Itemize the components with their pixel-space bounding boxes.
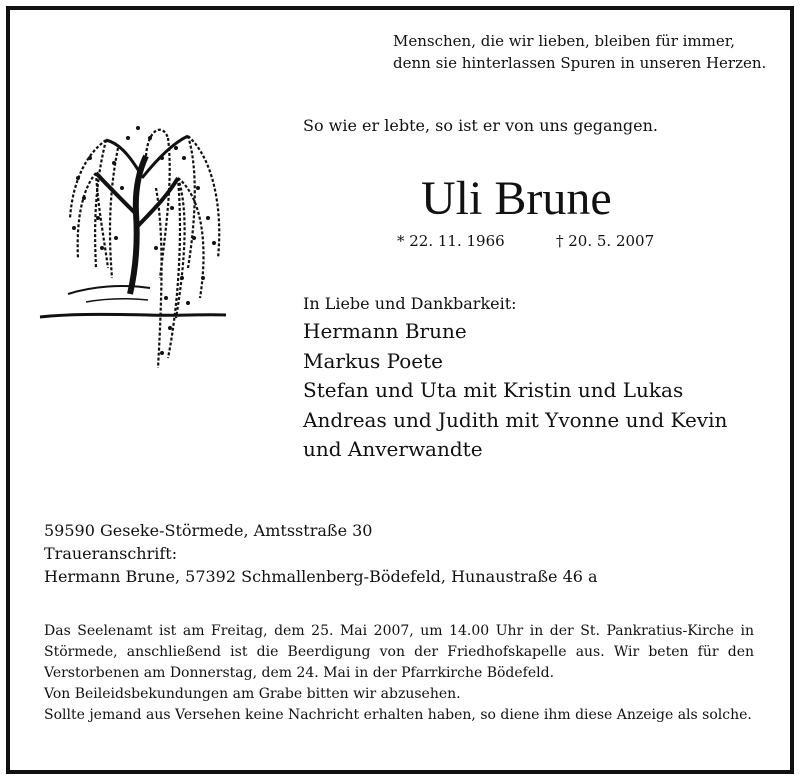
mourner-item: Hermann Brune	[303, 319, 467, 343]
deceased-name: Uli Brune	[421, 172, 612, 225]
mourners-list	[303, 317, 727, 465]
address-line-3: Hermann Brune, 57392 Schmallenberg-Bödefeld, Hunaustraße 46 a	[44, 567, 598, 586]
traueranschrift-label: Traueranschrift:	[44, 544, 178, 563]
lebte-line: So wie er lebte, so ist er von uns gegangen.	[303, 116, 658, 135]
motto	[393, 30, 766, 74]
notice-paragraph: Von Beileidsbekundungen am Grabe bitten wir abzusehen.	[44, 686, 461, 702]
motto-line-2: denn sie hinterlassen Spuren in unseren Herzen.	[393, 54, 767, 72]
death-date: † 20. 5. 2007	[556, 232, 655, 250]
mourner-item: und Anverwandte	[303, 437, 483, 461]
dankbarkeit-intro: In Liebe und Dankbarkeit:	[303, 294, 517, 313]
mourner-item: Stefan und Uta mit Kristin und Lukas	[303, 378, 684, 402]
address-block	[44, 519, 598, 588]
mourner-item: Markus Poete	[303, 348, 443, 373]
notice-paragraph: Das Seelenamt ist am Freitag, dem 25. Mai 2007, um 14.00 Uhr in der St. Pankratius-Kirche in Störmede, anschließend ist die Beerdigung von der Friedhofskapelle aus. Wir beten für den Verstorbenen am Donnerstag, dem 24. Mai in der Pfarrkirche Bödefeld.	[44, 623, 754, 681]
birth-date: * 22. 11. 1966	[397, 232, 505, 250]
motto-line-1: Menschen, die wir lieben, bleiben für immer,	[393, 32, 736, 50]
address-line-1: 59590 Geseke-Störmede, Amtsstraße 30	[44, 521, 373, 540]
willow-tree-icon	[38, 118, 228, 378]
funeral-notice	[44, 621, 754, 726]
notice-paragraph: Sollte jemand aus Versehen keine Nachricht erhalten haben, so diene ihm diese Anzeige als solche.	[44, 707, 752, 723]
mourner-item: Andreas und Judith mit Yvonne und Kevin	[303, 407, 728, 432]
